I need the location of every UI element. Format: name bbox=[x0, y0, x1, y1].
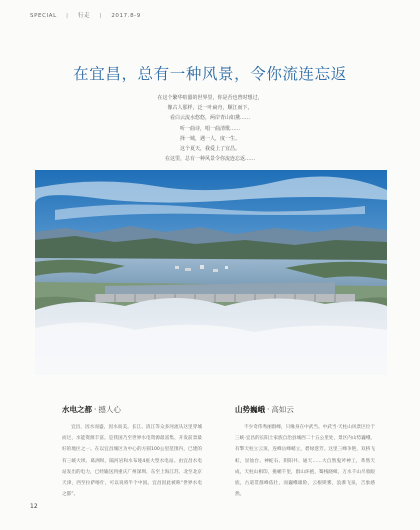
section-hydropower bbox=[62, 404, 202, 500]
header-separator: | bbox=[66, 13, 69, 19]
section-subtitle: 撼人心 bbox=[98, 405, 121, 414]
section-title: 山势巍峨 bbox=[235, 405, 265, 414]
section-body: 不少奇伟秀丽群峰，只缘身在中武当。中武当·天柱山风景区位于三峡·宜昌的长阳土家族自治县城西二十五公里处，景区内山势巍峨，有擎天柱立云顶，连峰岳峰峭立，碧绿葱芳。这里三峰争艳，双桥飞虹，显仙台、神蛇石、阴阳井、通天……大自然鬼斧神工，革然天成，天柱山相印，挑嵋千里，群山环抱，蜀栈晓嶂，万水千山尽收眼底，古道贯群峰依壮，而巍峨雄险，云根锁雾，浪瀑飞泉，吉象感然。 bbox=[235, 425, 375, 498]
poem-line: 在这个繁华喧嚣的世界里，你是否也曾时想过， bbox=[157, 95, 263, 101]
poem-line: 看白云流水悠悠，两岸青山如黛…… bbox=[169, 115, 250, 122]
poem-line: 这个夏天，我爱上了宜昌。 bbox=[179, 146, 240, 153]
page-title: 在宜昌，总有一种风景，令你流连忘返 bbox=[73, 65, 347, 83]
poem-line: 像古人那样，泛一叶扁舟，顺江而下， bbox=[167, 105, 253, 112]
page-number: 12 bbox=[30, 503, 38, 510]
poem-line: 在这里，总有一种风景令你流连忘返…… bbox=[164, 156, 255, 163]
section-heading bbox=[235, 404, 375, 416]
header-separator: | bbox=[99, 13, 102, 19]
section-mountains bbox=[235, 404, 375, 500]
page-header bbox=[30, 11, 141, 19]
poem-line: 择一城，遇一人，度一生。 bbox=[179, 135, 240, 142]
title-separator-dot: · bbox=[267, 405, 270, 414]
section-body: 宜昌，因水而盛，因水而美。长江、清江等众多河流从这里穿城而过，水能资源丰富。是我国乃至世界水电资源最富集、开发前景最好的地区之一。在以宜昌城区为中心的方圆100公里范围内，已建的有三峡大坝、葛洲坝、隔河岩和水布垭4座大型水电站。由宜昌水电站发出的电力，已经输送到重庆广州深圳、东至上海江苏，北至北京天津，西至拉萨喀什，可以说将半个中国。宜昌因此被称“世界水电之都”。 bbox=[62, 425, 202, 498]
header-section: SPECIAL bbox=[30, 13, 57, 19]
dam-aerial-photo bbox=[35, 170, 387, 375]
section-heading bbox=[62, 404, 202, 416]
header-column: 行走 bbox=[77, 13, 91, 19]
section-subtitle: 高如云 bbox=[271, 405, 294, 414]
title-separator-dot: · bbox=[94, 405, 97, 414]
section-title: 水电之都 bbox=[62, 405, 92, 414]
header-date: 2017.8-9 bbox=[111, 13, 141, 19]
intro-poem bbox=[0, 93, 420, 164]
poem-line: 听一曲诗，唱一曲清歌…… bbox=[179, 125, 240, 132]
